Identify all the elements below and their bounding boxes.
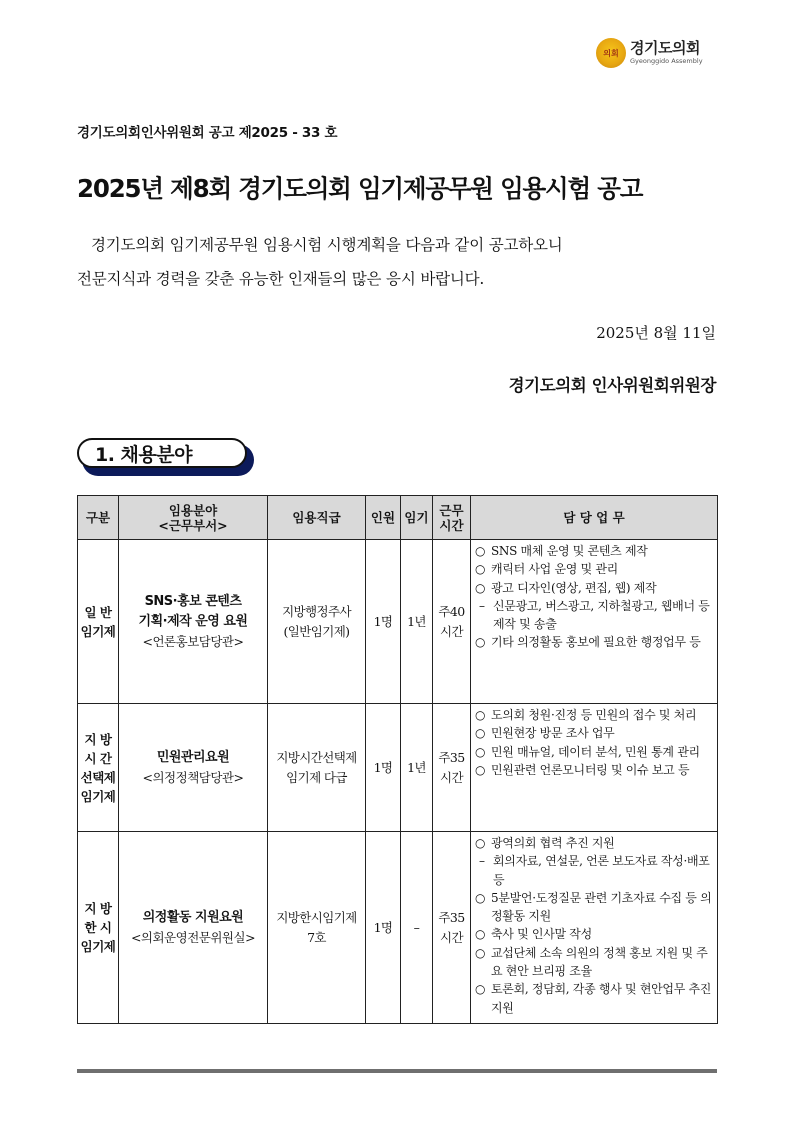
assembly-logo — [596, 38, 703, 68]
header-position: 임용직급 — [268, 496, 366, 540]
duty-item: ○ 광고 디자인(영상, 편집, 웹) 제작 — [475, 580, 657, 595]
table-row — [78, 704, 718, 832]
table-row — [78, 540, 718, 704]
table-header-row — [78, 496, 718, 540]
recruitment-table — [77, 495, 718, 1024]
table-row — [78, 832, 718, 1024]
field-cell: 의정활동 지원요원 <의회운영전문위원실> — [119, 832, 268, 1024]
category-cell: 지 방 한 시 임기제 — [78, 832, 119, 1024]
duty-item: ○ 5분발언·도정질문 관련 기초자료 수집 등 의정활동 지원 — [475, 890, 712, 924]
headcount-cell: 1명 — [366, 832, 401, 1024]
duty-item: ○ 민원관련 언론모니터링 및 이슈 보고 등 — [475, 762, 690, 777]
notice-number: 경기도의회인사위원회 공고 제2025 - 33 호 — [77, 125, 338, 141]
intro-line-1: 경기도의회 임기제공무원 임용시험 시행계획을 다음과 같이 공고하오니 — [91, 236, 563, 254]
header-term: 임기 — [401, 496, 433, 540]
headcount-cell: 1명 — [366, 704, 401, 832]
section-title: 1. 채용분야 — [77, 438, 247, 468]
duty-item: ○ 교섭단체 소속 의원의 정책 홍보 지원 및 주요 현안 브리핑 조율 — [475, 945, 708, 979]
hours-cell: 주35 시간 — [433, 832, 471, 1024]
term-cell: 1년 — [401, 704, 433, 832]
assembly-seal-icon: 의회 — [596, 38, 626, 68]
signer: 경기도의회 인사위원회위원장 — [508, 376, 716, 395]
bottom-divider — [77, 1069, 717, 1073]
duty-item: – 신문광고, 버스광고, 지하철광고, 웹배너 등 제작 및 송출 — [479, 598, 710, 632]
intro-line-2: 전문지식과 경력을 갖춘 유능한 인재들의 많은 응시 바랍니다. — [77, 270, 485, 288]
duties-cell — [471, 540, 718, 704]
duty-item: ○ 민원현장 방문 조사 업무 — [475, 726, 615, 741]
duty-item: ○ 토론회, 정담회, 각종 행사 및 현안업무 추진 지원 — [475, 982, 712, 1015]
page-title: 2025년 제8회 경기도의회 임기제공무원 임용시험 공고 — [77, 174, 643, 203]
duty-item: ○ 광역의회 협력 추진 지원 — [475, 836, 615, 850]
header-category: 구분 — [78, 496, 119, 540]
logo-subtitle: Gyeonggido Assembly — [630, 57, 703, 66]
term-cell: 1년 — [401, 540, 433, 704]
header-hours: 근무 시간 — [433, 496, 471, 540]
category-cell: 지 방 시 간 선택제 임기제 — [78, 704, 119, 832]
hours-cell: 주40 시간 — [433, 540, 471, 704]
header-headcount: 인원 — [366, 496, 401, 540]
duties-cell — [471, 704, 718, 832]
position-cell: 지방행정주사 (일반임기제) — [268, 540, 366, 704]
duty-item: ○ SNS 매체 운영 및 콘텐츠 제작 — [475, 544, 648, 558]
position-cell: 지방시간선택제 임기제 다급 — [268, 704, 366, 832]
duty-item: ○ 기타 의정활동 홍보에 필요한 행정업무 등 — [475, 635, 701, 650]
position-cell: 지방한시임기제 7호 — [268, 832, 366, 1024]
duty-item: ○ 캐릭터 사업 운영 및 관리 — [475, 562, 618, 577]
intro-paragraph — [77, 228, 717, 296]
headcount-cell: 1명 — [366, 540, 401, 704]
header-field: 임용분야 <근무부서> — [119, 496, 268, 540]
duty-item: – 회의자료, 연설문, 언론 보도자료 작성·배포 등 — [479, 854, 710, 887]
category-cell: 일 반 임기제 — [78, 540, 119, 704]
field-cell: 민원관리요원 <의정정책담당관> — [119, 704, 268, 832]
field-cell: SNS·홍보 콘텐츠 기획·제작 운영 요원 <언론홍보담당관> — [119, 540, 268, 704]
duties-cell — [471, 832, 718, 1024]
duty-item: ○ 축사 및 인사말 작성 — [475, 927, 592, 942]
section-heading — [77, 438, 253, 472]
notice-date: 2025년 8월 11일 — [596, 324, 716, 342]
hours-cell: 주35 시간 — [433, 704, 471, 832]
logo-name: 경기도의회 — [630, 39, 700, 58]
header-duties: 담 당 업 무 — [471, 496, 718, 540]
duty-item: ○ 민원 매뉴얼, 데이터 분석, 민원 통계 관리 — [475, 744, 700, 759]
term-cell: – — [401, 832, 433, 1024]
duty-item: ○ 도의회 청원·진정 등 민원의 접수 및 처리 — [475, 708, 697, 722]
